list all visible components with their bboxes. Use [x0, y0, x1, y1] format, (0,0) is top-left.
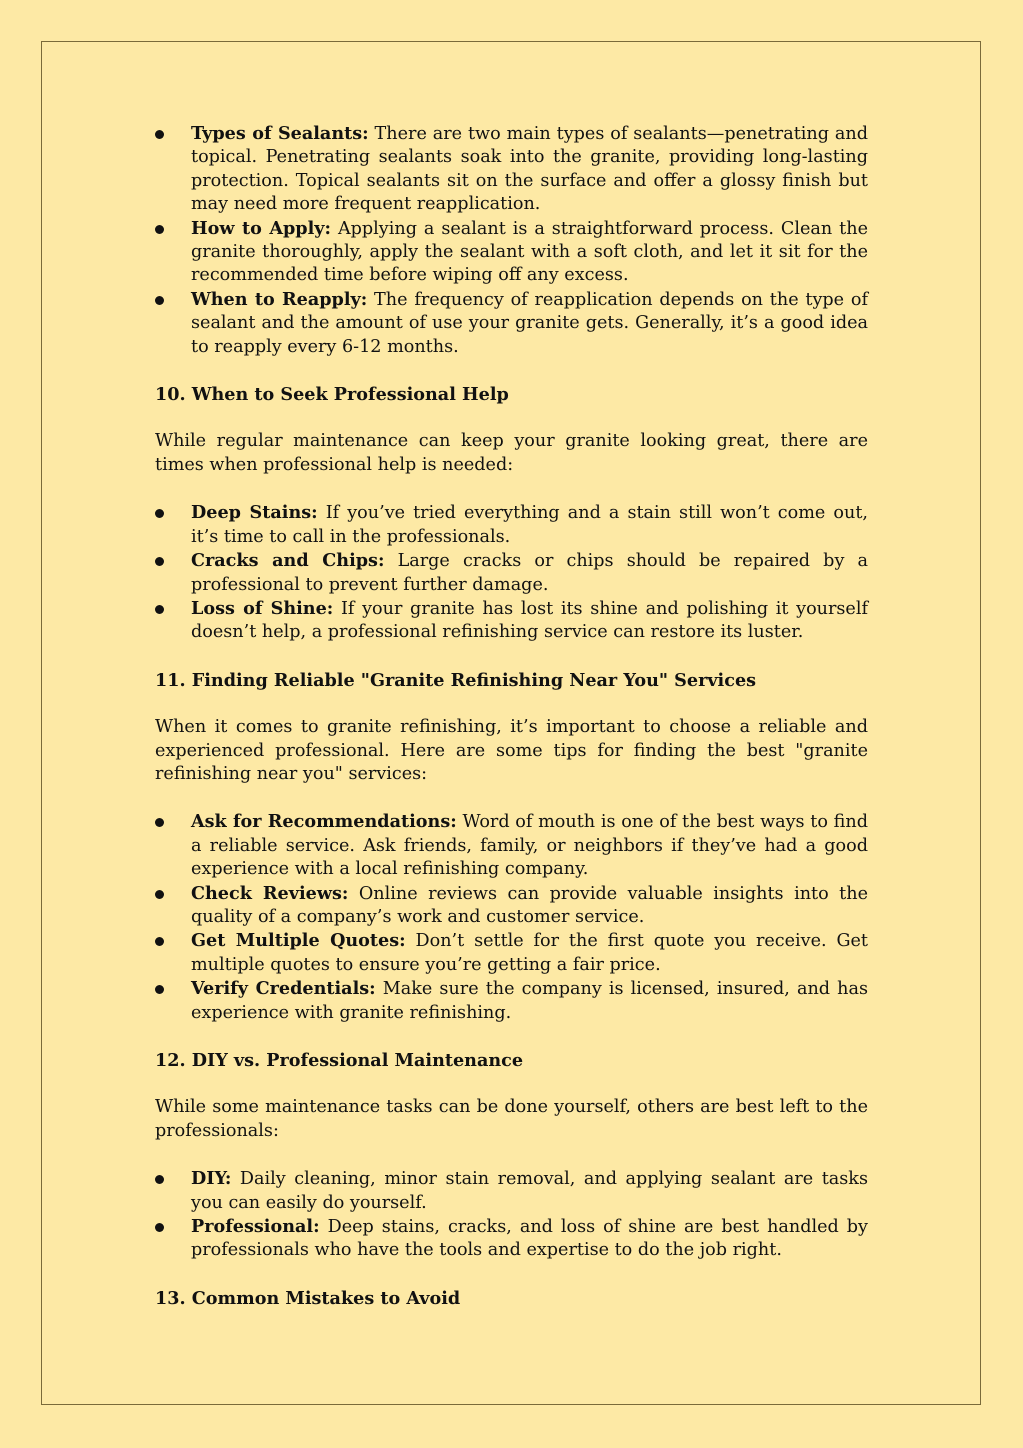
document-content — [155, 122, 868, 1310]
list-item — [155, 977, 868, 1025]
list-item — [155, 549, 868, 597]
bullet-icon — [155, 890, 164, 899]
bullet-icon — [155, 818, 164, 827]
item-label: Loss of Shine: — [191, 597, 334, 619]
item-text: Large cracks or chips should be repaired by a professional to prevent further damage. — [191, 551, 868, 595]
bullet-icon — [155, 937, 164, 946]
item-label: When to Reapply: — [191, 288, 368, 310]
item-text: The frequency of reapplication depends on the type of sealant and the amount of use your granite gets. Generally, it’s a good idea to reapply every 6-12 months. — [191, 289, 868, 357]
item-text: Make sure the company is licensed, insured, and has experience with granite refinishing. — [191, 979, 868, 1023]
section-heading: 10. When to Seek Professional Help — [155, 384, 509, 406]
item-label: How to Apply: — [191, 217, 331, 239]
item-text: Applying a sealant is a straightforward process. Clean the granite thoroughly, apply the sealant with a soft cloth, and let it sit for the recommended time before wiping off any excess. — [191, 218, 868, 286]
item-label: Get Multiple Quotes: — [191, 930, 406, 952]
item-label: Cracks and Chips: — [191, 550, 385, 572]
item-text: There are two main types of sealants—penetrating and topical. Penetrating sealants soak into the granite, providing long-lasting protection. Topical sealants sit on the surface and offer a glossy finish but may need more frequent reapplication. — [191, 124, 868, 215]
list-item — [155, 882, 868, 930]
item-text: Daily cleaning, minor stain removal, and applying sealant are tasks you can easily do yourself. — [191, 1169, 868, 1213]
item-label: Deep Stains: — [191, 502, 318, 524]
item-text: If your granite has lost its shine and polishing it yourself doesn’t help, a professional refinishing service can restore its luster. — [191, 598, 868, 643]
item-text: Word of mouth is one of the best ways to find a reliable service. Ask friends, family, or neighbors if they’ve had a good experience with a local refinishing company. — [191, 812, 868, 880]
item-text: Don’t settle for the first quote you receive. Get multiple quotes to ensure you’re getting a fair price. — [191, 931, 869, 975]
list-item — [155, 122, 868, 217]
bullet-icon — [155, 225, 164, 234]
section-heading: 11. Finding Reliable "Granite Refinishing Near You" Services — [155, 669, 757, 691]
item-label: Check Reviews: — [191, 882, 349, 904]
section-intro: While some maintenance tasks can be done yourself, others are best left to the professionals: — [155, 1097, 868, 1141]
bullet-icon — [155, 985, 164, 994]
bullet-icon — [155, 605, 164, 614]
section-heading: 12. DIY vs. Professional Maintenance — [155, 1050, 524, 1071]
section-intro: When it comes to granite refinishing, it’s important to choose a reliable and experienced professional. Here are some tips for finding the best "granite refinishing near you" services: — [155, 717, 868, 784]
item-text: If you’ve tried everything and a stain still won’t come out, it’s time to call in the professionals. — [191, 503, 868, 547]
list-item — [155, 929, 868, 977]
item-text: Deep stains, cracks, and loss of shine are best handled by professionals who have the tools and expertise to do the job right. — [191, 1217, 868, 1261]
section-intro: While regular maintenance can keep your granite looking great, there are times when professional help is needed: — [155, 431, 868, 475]
bullet-icon — [155, 130, 164, 139]
bullet-icon — [155, 509, 164, 518]
item-label: DIY: — [191, 1168, 232, 1190]
list-item — [155, 1167, 868, 1215]
bullet-icon — [155, 1175, 164, 1184]
bullet-icon — [155, 557, 164, 566]
item-label: Ask for Recommendations: — [191, 811, 457, 833]
sealant-list — [155, 122, 868, 359]
item-text: Online reviews can provide valuable insights into the quality of a company’s work and customer service. — [191, 883, 868, 927]
list-item — [155, 597, 868, 645]
list-item — [155, 810, 868, 881]
finding-services-list — [155, 810, 868, 1025]
list-item — [155, 1215, 868, 1263]
bullet-icon — [155, 1223, 164, 1232]
diy-vs-pro-list — [155, 1167, 868, 1263]
bullet-icon — [155, 296, 164, 305]
list-item — [155, 217, 868, 288]
item-label: Professional: — [191, 1216, 320, 1238]
item-label: Verify Credentials: — [191, 978, 376, 1000]
list-item — [155, 501, 868, 549]
professional-help-list — [155, 501, 868, 644]
section-heading: 13. Common Mistakes to Avoid — [155, 1287, 461, 1309]
list-item — [155, 288, 868, 359]
item-label: Types of Sealants: — [191, 123, 369, 144]
